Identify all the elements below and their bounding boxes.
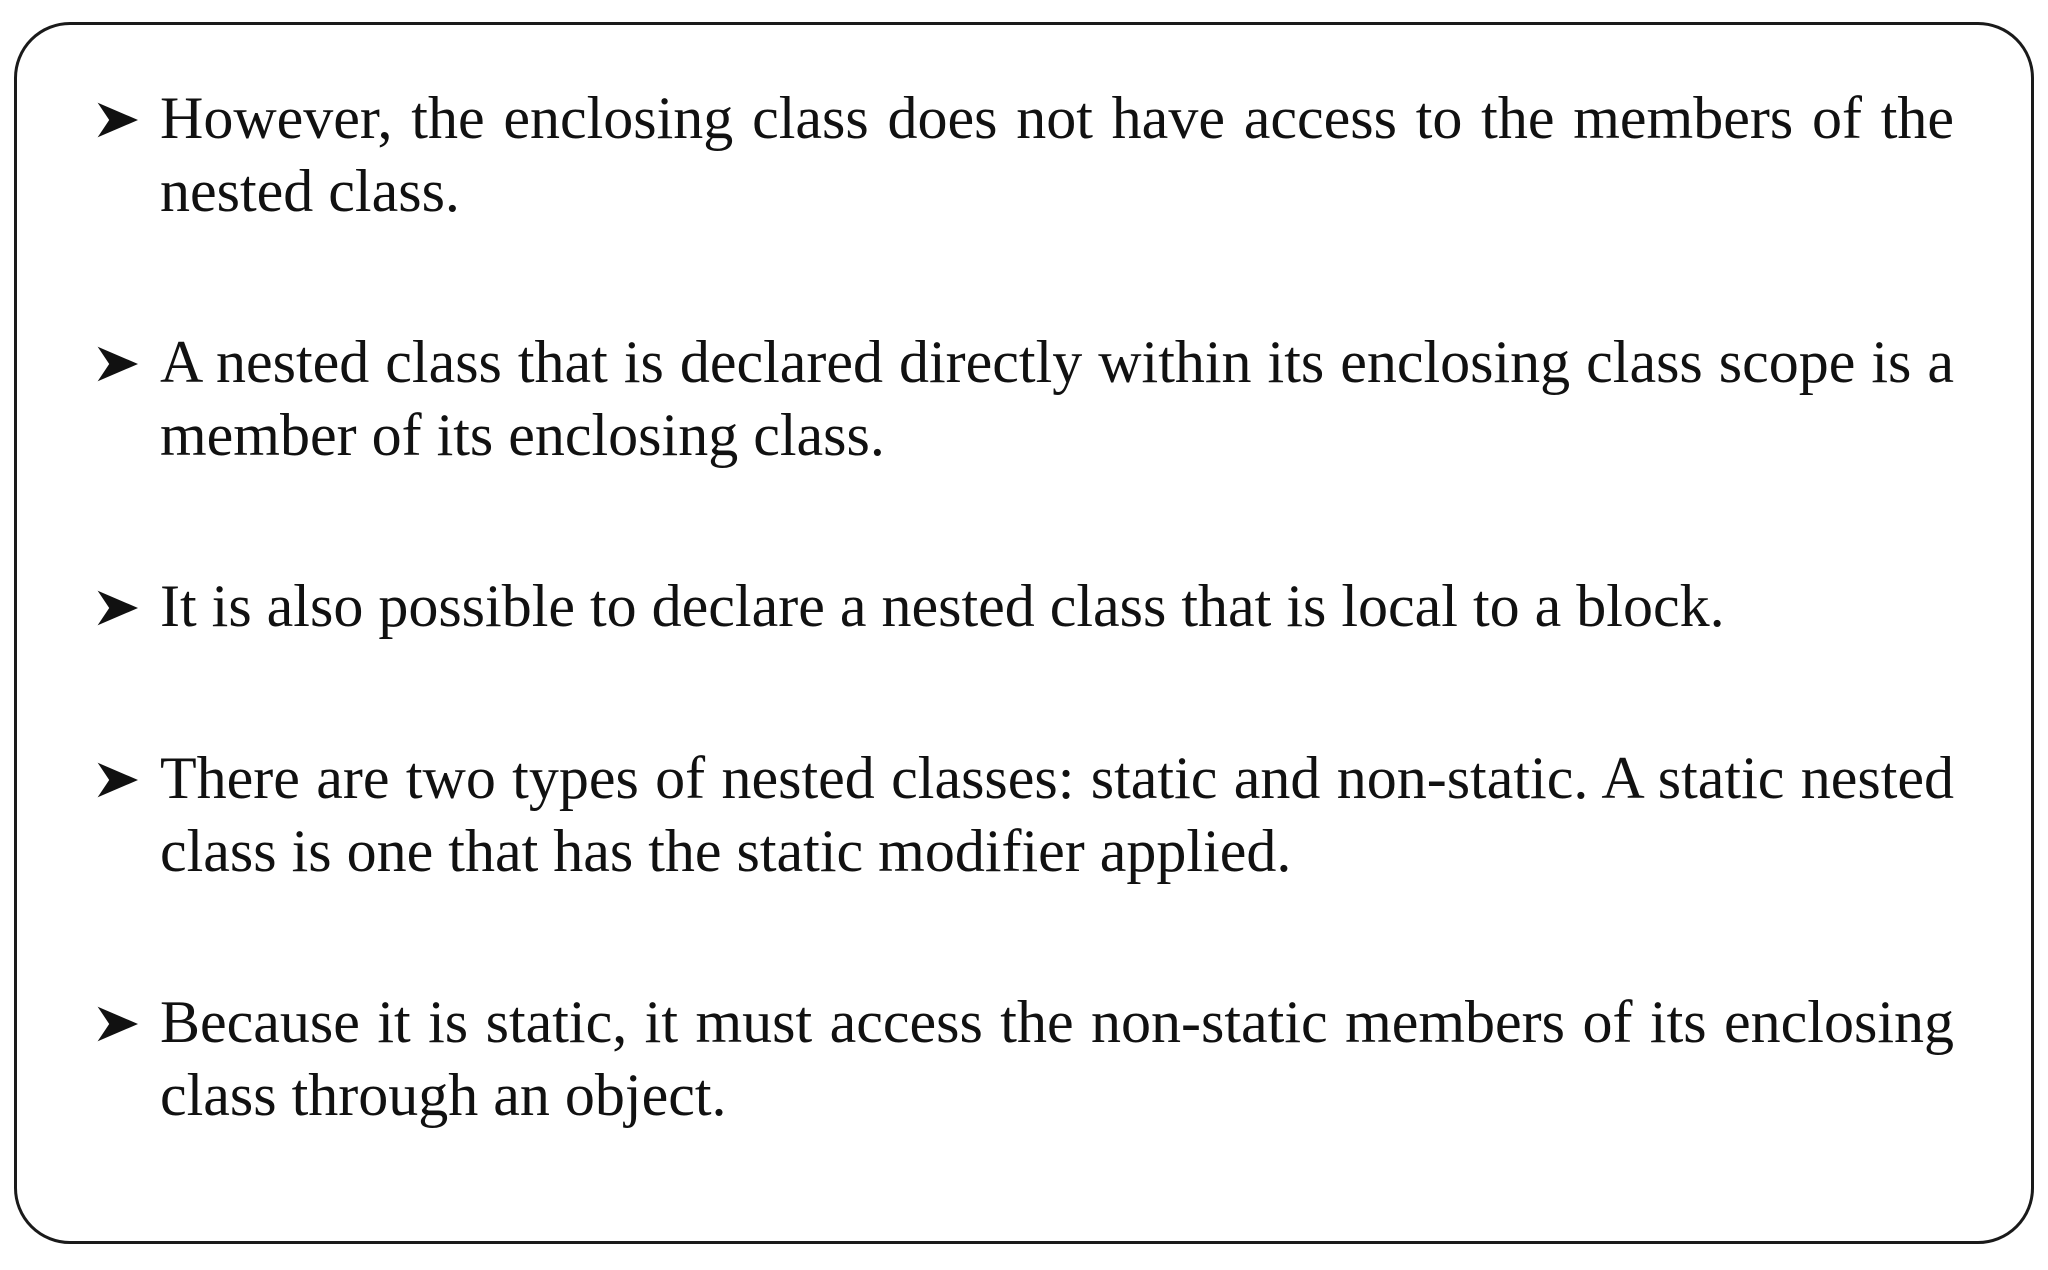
bullet-text-2: A nested class that is declared directly within its enclosing class scope is a member of its enclosing class. [160,329,1954,468]
bullet-text-5: Because it is static, it must access the non-static members of its enclosing class through an object. [160,989,1954,1128]
arrowhead-bullet-icon [92,758,142,802]
arrowhead-bullet-icon [92,342,142,386]
bullet-text-3: It is also possible to declare a nested class that is local to a block. [160,573,1725,639]
arrowhead-bullet-icon [92,586,142,630]
arrowhead-bullet-icon [92,1002,142,1046]
bullet-text-4: There are two types of nested classes: static and non-static. A static nested class is one that has the static modifier applied. [160,745,1954,884]
arrowhead-bullet-icon [92,98,142,142]
bullet-text-1: However, the enclosing class does not have access to the members of the nested class. [160,85,1954,224]
